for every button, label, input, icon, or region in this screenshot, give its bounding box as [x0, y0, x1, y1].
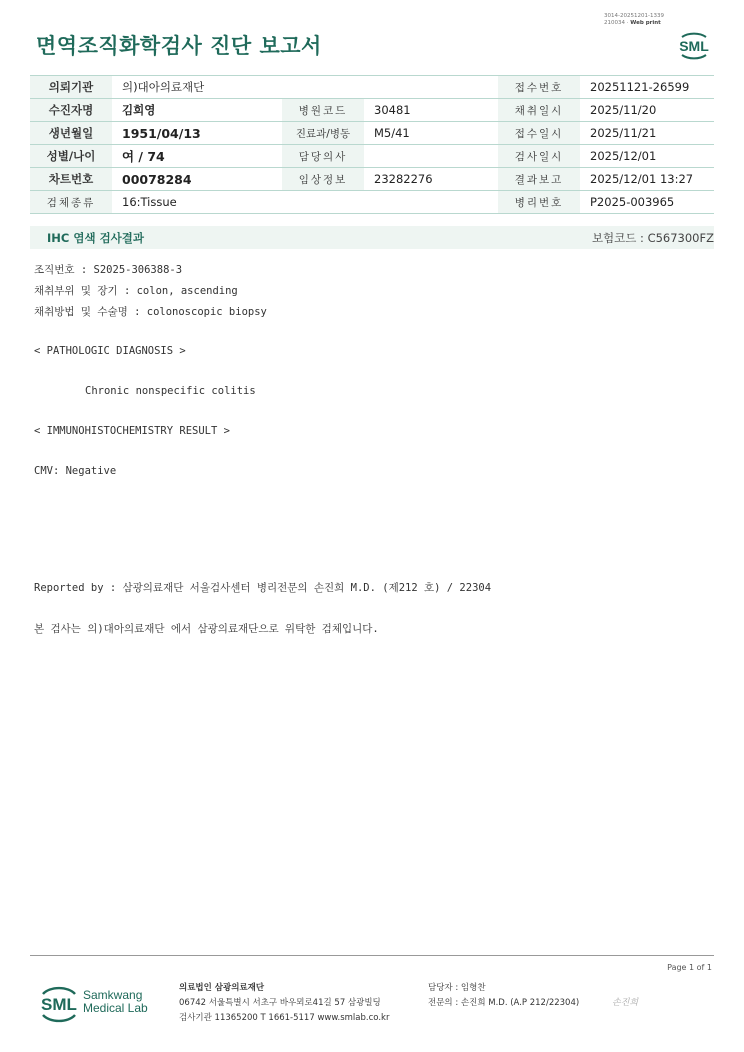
collect-date-value: 2025/11/20 — [580, 99, 714, 122]
receipt-no-value: 20251121-26599 — [580, 76, 714, 99]
doctor-label: 담당의사 — [282, 145, 364, 168]
clinical-label: 임상정보 — [282, 168, 364, 191]
specimen-value: 16:Tissue — [112, 191, 498, 214]
brand-line1: Samkwang — [83, 988, 143, 1002]
org-name: 의료법인 삼광의료재단 — [179, 983, 265, 993]
staff-info — [428, 981, 486, 993]
svg-text:SML: SML — [679, 38, 709, 54]
diagnosis-text: Chronic nonspecific colitis — [85, 385, 256, 397]
birth-value: 1951/04/13 — [112, 122, 282, 145]
dept-label: 진료과/병동 — [282, 122, 364, 145]
sex-age-label: 성별/나이 — [30, 145, 112, 168]
requester-value: 의)대아의료재단 — [112, 76, 498, 99]
tissue-number: 조직번호 : S2025-306388-3 — [34, 264, 183, 276]
specialist-value: 손진희 M.D. (A.P 212/22304) — [460, 998, 580, 1008]
signature: 손진희 — [612, 998, 639, 1008]
ihc-result: CMV: Negative — [34, 465, 117, 477]
table-row — [30, 99, 714, 122]
specimen-label: 검체종류 — [30, 191, 112, 214]
sex-age-value: 여 / 74 — [112, 145, 282, 168]
brand-line2: Medical Lab — [83, 1001, 148, 1015]
table-row — [30, 168, 714, 191]
birth-label: 생년월일 — [30, 122, 112, 145]
report-date-value: 2025/12/01 13:27 — [580, 168, 714, 191]
print-code: 3014-20251201-1339 210034 · Web print — [604, 13, 664, 26]
clinical-value: 23282276 — [364, 168, 498, 191]
brand-name — [83, 989, 148, 1015]
requester-label: 의뢰기관 — [30, 76, 112, 99]
section-title: IHC 염색 검사결과 — [47, 231, 145, 245]
consignment-note: 본 검사는 의)대아의료재단 에서 삼광의료재단으로 위탁한 검체입니다. — [34, 623, 379, 635]
receipt-date-value: 2025/11/21 — [580, 122, 714, 145]
collection-method: 채취방법 및 수술명 : colonoscopic biopsy — [34, 306, 267, 318]
org-contact: 검사기관 11365200 T 1661-5117 www.smlab.co.kr — [179, 1013, 390, 1023]
chart-label: 차트번호 — [30, 168, 112, 191]
print-code-number: 210034 — [604, 20, 625, 26]
org-address: 06742 서울특별시 서초구 바우뫼로41길 57 삼광빌딩 — [179, 998, 381, 1008]
dept-value: M5/41 — [364, 122, 498, 145]
table-row — [30, 122, 714, 145]
table-row — [30, 145, 714, 168]
patient-value: 김희영 — [112, 99, 282, 122]
diagnosis-header: < PATHOLOGIC DIAGNOSIS > — [34, 345, 186, 357]
specialist-label: 전문의 : — [428, 998, 459, 1008]
reported-by: Reported by : 삼광의료재단 서울검사센터 병리전문의 손진희 M.D. (제212 호) / 22304 — [34, 582, 492, 594]
chart-value: 00078284 — [112, 168, 282, 191]
specialist-info — [428, 996, 579, 1008]
hospital-code-value: 30481 — [364, 99, 498, 122]
page-number: Page 1 of 1 — [667, 963, 712, 972]
table-row — [30, 191, 714, 214]
staff-value: 임형찬 — [460, 983, 486, 993]
patient-label: 수진자명 — [30, 99, 112, 122]
sml-logo-icon — [674, 28, 714, 62]
collection-site: 채취부위 및 장기 : colon, ascending — [34, 285, 238, 297]
collect-date-label: 채취일시 — [498, 99, 580, 122]
doctor-value — [364, 145, 498, 168]
patient-info-table — [30, 75, 714, 214]
footer-logo-text: SML — [41, 995, 77, 1014]
test-date-label: 검사일시 — [498, 145, 580, 168]
hospital-code-label: 병원코드 — [282, 99, 364, 122]
insurance-code: 보험코드 : C567300FZ — [591, 231, 714, 245]
receipt-no-label: 접수번호 — [498, 76, 580, 99]
ihc-header: < IMMUNOHISTOCHEMISTRY RESULT > — [34, 425, 230, 437]
footer-divider — [30, 955, 714, 956]
pathology-no-label: 병리번호 — [498, 191, 580, 214]
print-code-line1: 3014-20251201-1339 — [604, 13, 664, 19]
staff-label: 담당자 : — [428, 983, 459, 993]
report-date-label: 결과보고 — [498, 168, 580, 191]
pathology-no-value: P2025-003965 — [580, 191, 714, 214]
sml-footer-logo-icon — [36, 982, 82, 1024]
test-date-value: 2025/12/01 — [580, 145, 714, 168]
web-print-label: Web print — [630, 20, 661, 26]
table-row — [30, 76, 714, 99]
receipt-date-label: 접수일시 — [498, 122, 580, 145]
report-title: 면역조직화학검사 진단 보고서 — [36, 34, 322, 58]
